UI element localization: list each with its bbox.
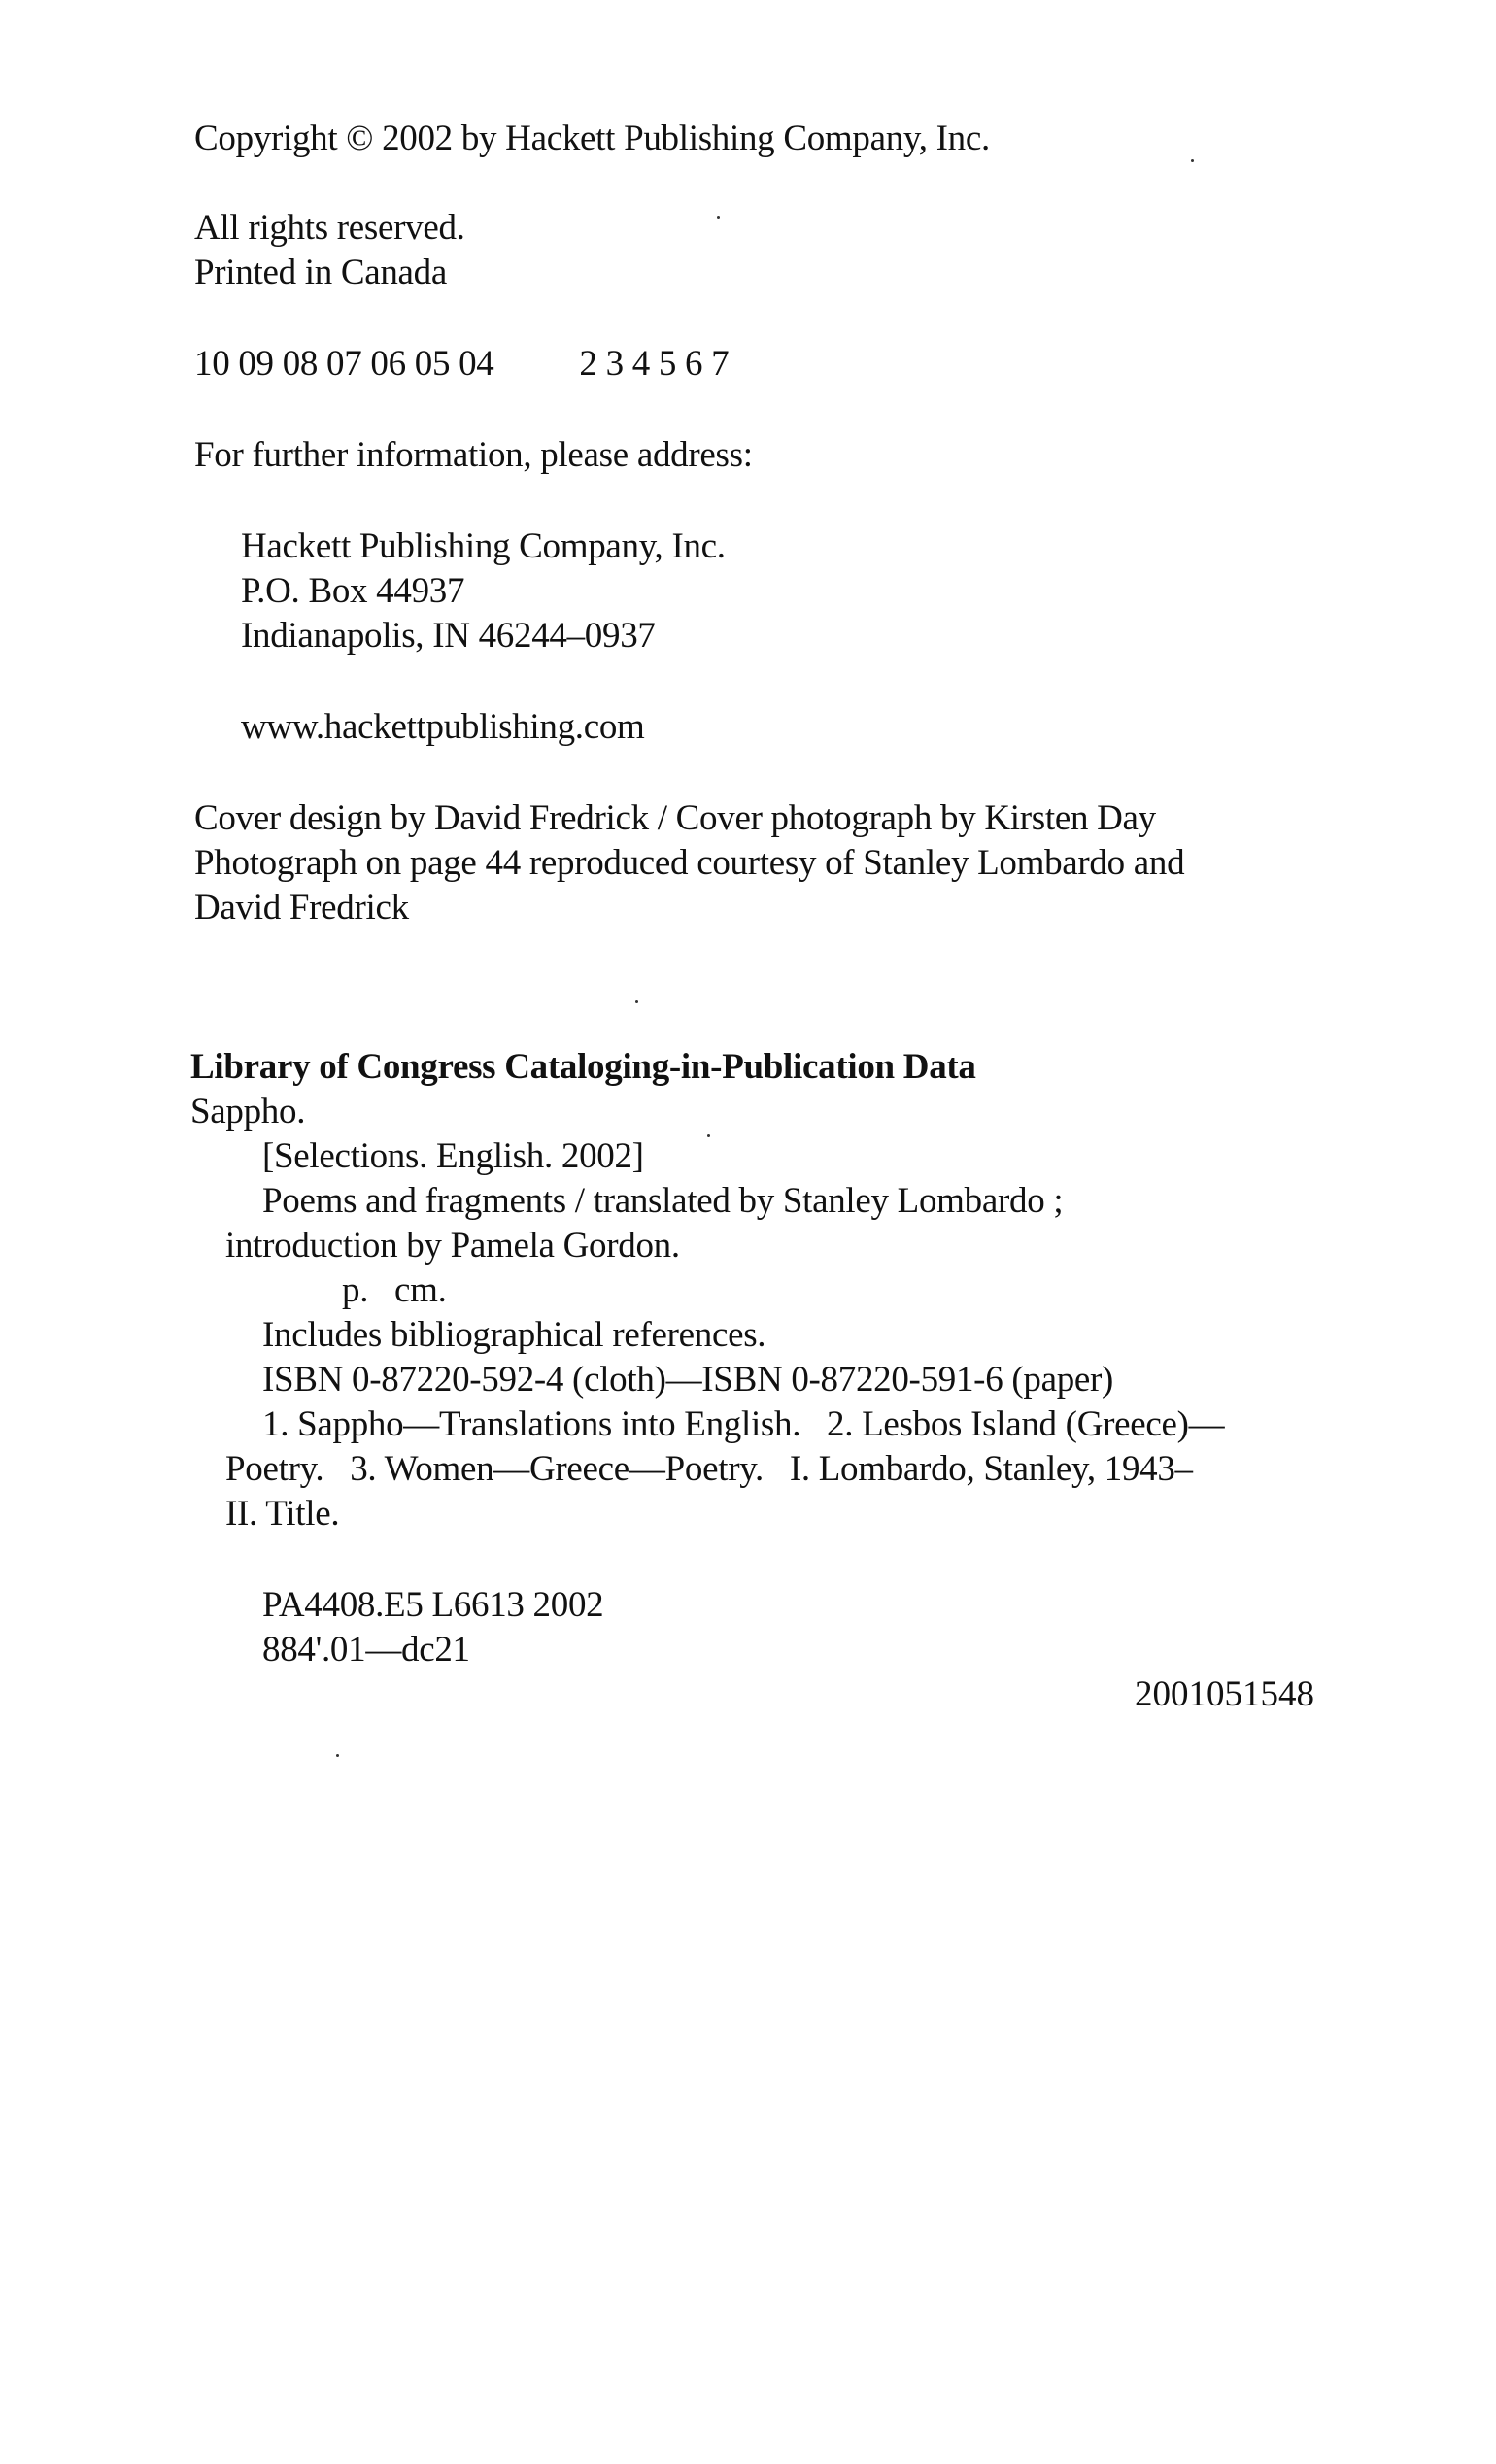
- cip-dewey: 884'.01—dc21: [262, 1630, 470, 1670]
- cip-heading: Library of Congress Cataloging-in-Publication Data: [190, 1047, 976, 1087]
- cip-subjects-line-2: Poetry. 3. Women—Greece—Poetry. I. Lombardo, Stanley, 1943–: [225, 1449, 1193, 1489]
- cip-title-line-2: introduction by Pamela Gordon.: [225, 1226, 680, 1266]
- credits-line-1: Cover design by David Fredrick / Cover photograph by Kirsten Day: [194, 798, 1156, 838]
- scan-speck: [336, 1754, 339, 1757]
- address-box: P.O. Box 44937: [241, 571, 465, 611]
- scan-speck: [1191, 159, 1194, 162]
- cip-author: Sappho.: [190, 1092, 306, 1131]
- printing-line: [194, 342, 729, 387]
- credits-line-3: David Fredrick: [194, 888, 409, 928]
- rights-reserved: All rights reserved.: [194, 208, 465, 248]
- further-info: For further information, please address:: [194, 435, 753, 475]
- cip-title-line-1: Poems and fragments / translated by Stanley Lombardo ;: [262, 1181, 1064, 1221]
- cip-bibliography: Includes bibliographical references.: [262, 1315, 766, 1355]
- cip-subjects-line-1: 1. Sappho—Translations into English. 2. Lesbos Island (Greece)—: [262, 1404, 1225, 1444]
- printing-years: 10 09 08 07 06 05 04: [194, 344, 494, 384]
- printed-in: Printed in Canada: [194, 253, 448, 292]
- copyright-line: Copyright © 2002 by Hackett Publishing Company, Inc.: [194, 118, 990, 158]
- cip-lccn: 2001051548: [1135, 1674, 1314, 1714]
- scan-speck: [707, 1134, 710, 1137]
- cip-subjects-line-3: II. Title.: [225, 1494, 340, 1534]
- scan-speck: [717, 216, 720, 219]
- address-company: Hackett Publishing Company, Inc.: [241, 526, 726, 566]
- cip-isbn: ISBN 0-87220-592-4 (cloth)—ISBN 0-87220-591-6 (paper): [262, 1360, 1114, 1400]
- cip-collation: p. cm.: [342, 1270, 447, 1310]
- credits-line-2: Photograph on page 44 reproduced courtesy of Stanley Lombardo and: [194, 843, 1185, 883]
- scan-speck: [635, 1000, 638, 1003]
- address-city: Indianapolis, IN 46244–0937: [241, 616, 656, 656]
- website: www.hackettpublishing.com: [241, 707, 645, 747]
- cip-uniform-title: [Selections. English. 2002]: [262, 1136, 644, 1176]
- cip-lc-class: PA4408.E5 L6613 2002: [262, 1585, 604, 1625]
- printing-numbers: 2 3 4 5 6 7: [579, 344, 730, 384]
